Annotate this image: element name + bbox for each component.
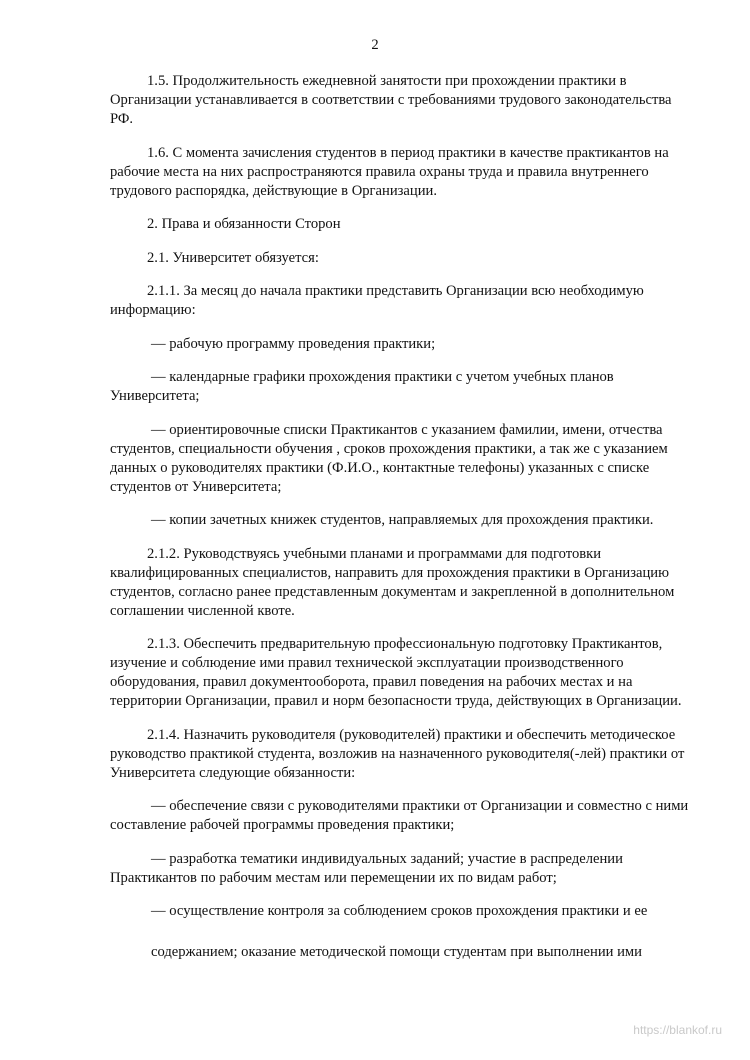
paragraph-1-5: 1.5. Продолжительность ежедневной занятости при прохождении практики в Организации устанавливается в соответствии с требованиями трудового законодательства РФ. [110, 73, 672, 127]
document-body [110, 72, 698, 977]
watermark: https://blankof.ru [633, 1023, 722, 1037]
list-item-work-program: — рабочую программу проведения практики; [151, 335, 436, 352]
list-item-record-book-copies: — копии зачетных книжек студентов, направляемых для прохождения практики. [151, 512, 654, 528]
list-item-assignments: — разработка тематики индивидуальных заданий; участие в распределении Практикантов по рабочим местам или перемещении их по видам работ; [110, 850, 623, 886]
list-item-calendar-schedules: — календарные графики прохождения практики с учетом учебных планов Университета; [110, 369, 614, 404]
paragraph-1-6: 1.6. С момента зачисления студентов в период практики в качестве практикантов на рабочие места на них распространяются правила охраны труда и правила внутреннего трудового распорядка, действующие в Организации. [110, 144, 669, 199]
list-item-control-continued: содержанием; оказание методической помощи студентам при выполнении ими [151, 944, 642, 960]
paragraph-2-1-4: 2.1.4. Назначить руководителя (руководителей) практики и обеспечить методическое руководство практикой студента, возложив на назначенного руководителя(-лей) практики от Университета следующие обязанности: [110, 726, 685, 781]
list-item-trainee-lists: — ориентировочные списки Практикантов с указанием фамилии, имени, отчества студентов, специальности обучения , сроков прохождения практики, а так же с указанием данных о руководителях практики (Ф.И.О., контактные телефоны) указанных с списке студентов от Университета; [110, 421, 668, 495]
paragraph-2-1-1: 2.1.1. За месяц до начала практики представить Организации всю необходимую информацию: [110, 283, 644, 318]
paragraph-2-1: 2.1. Университет обязуется: [147, 249, 319, 266]
list-item-communication: — обеспечение связи с руководителями практики от Организации и совместно с ними составление рабочей программы проведения практики; [110, 798, 689, 833]
section-heading-2: 2. Права и обязанности Сторон [147, 216, 341, 232]
list-item-control: — осуществление контроля за соблюдением сроков прохождения практики и ее [151, 903, 648, 919]
paragraph-2-1-2: 2.1.2. Руководствуясь учебными планами и программами для подготовки квалифицированных специалистов, направить для прохождения практики в Организацию студентов, согласно ранее представленным документам и закрепленной в дополнительном соглашении численной квоте. [110, 545, 675, 619]
page-number: 2 [371, 37, 379, 53]
paragraph-2-1-3: 2.1.3. Обеспечить предварительную профессиональную подготовку Практикантов, изучение и соблюдение ими правил технической эксплуатации производственного оборудования, правил документооборота, правил поведения на рабочих местах и на территории Организации, правил и норм безопасности труда, действующих в Организации. [110, 636, 682, 709]
